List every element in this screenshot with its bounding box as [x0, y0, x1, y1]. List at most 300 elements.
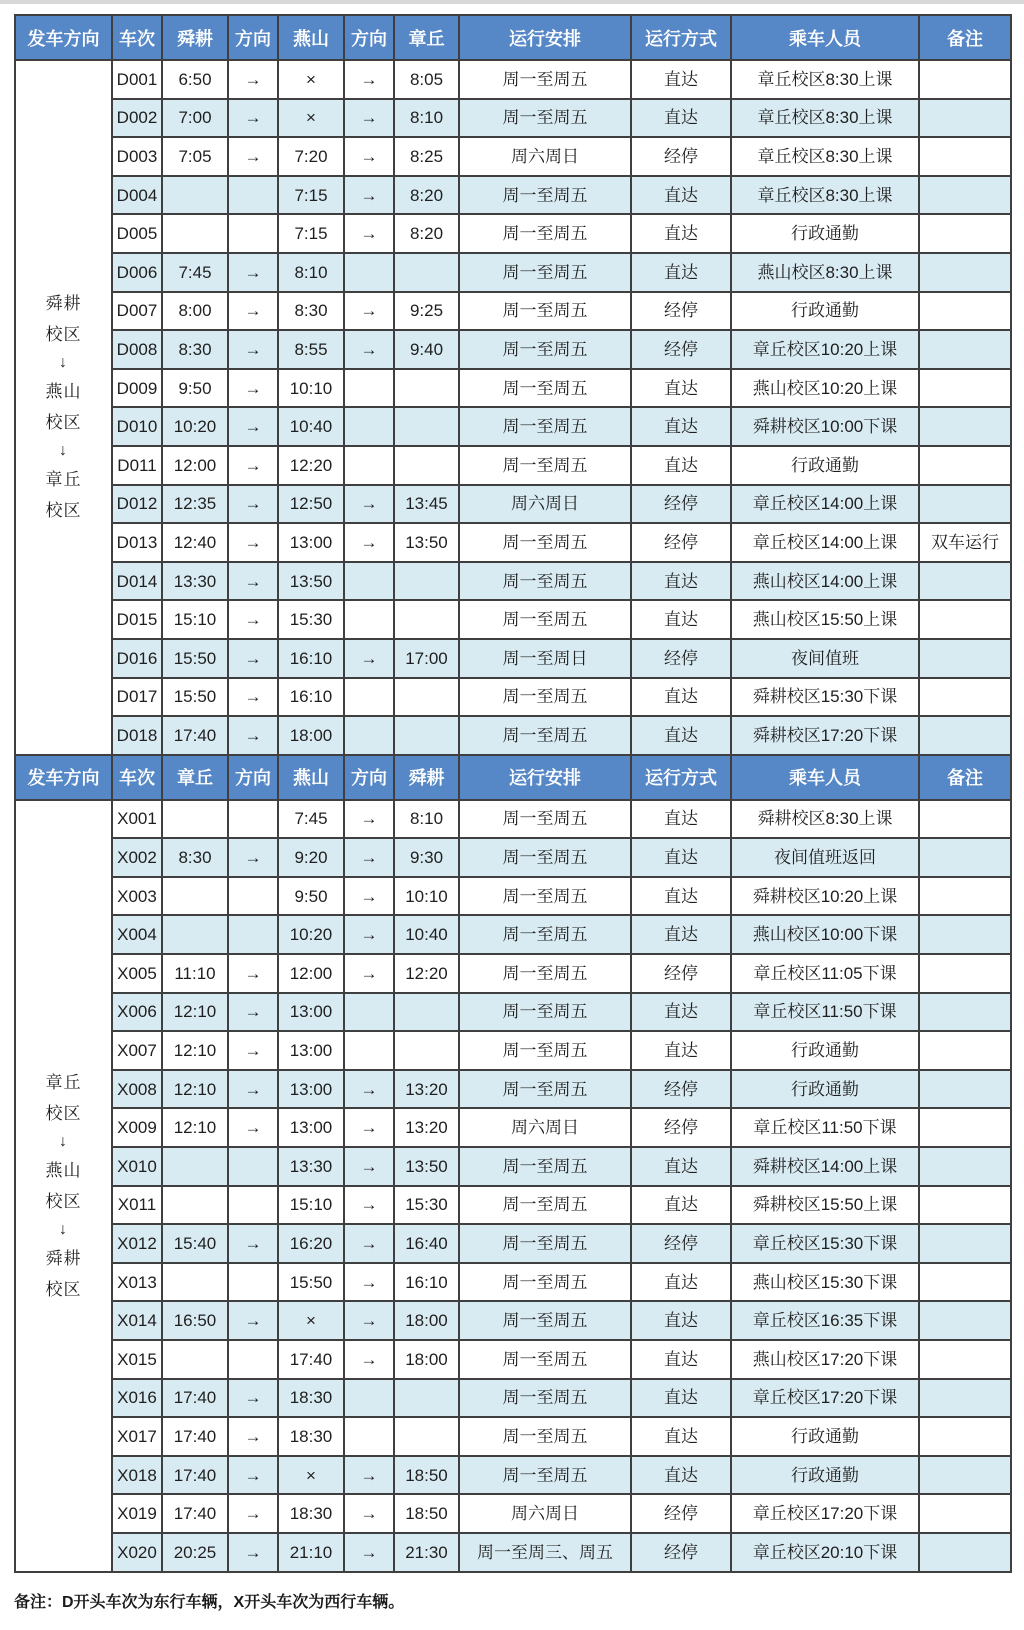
schedule-cell: 周六周日: [459, 1108, 631, 1147]
schedule-cell: 周一至周五: [459, 1070, 631, 1109]
arrow-2-cell: →: [344, 176, 394, 215]
time-2-cell: 7:20: [278, 137, 344, 176]
mode-cell: 直达: [631, 838, 731, 877]
passengers-cell: 燕山校区15:50上课: [731, 600, 919, 639]
down-arrow-icon: ↓: [59, 1220, 68, 1238]
arrow-2-cell: →: [344, 214, 394, 253]
arrow-2-cell: →: [344, 838, 394, 877]
arrow-2-cell: [344, 1031, 394, 1070]
schedule-cell: 周一至周五: [459, 523, 631, 562]
passengers-cell: 行政通勤: [731, 1031, 919, 1070]
mode-cell: 经停: [631, 292, 731, 331]
table-row: [15, 1186, 1011, 1225]
trip-id-cell: X015: [112, 1340, 162, 1379]
table-row: [15, 407, 1011, 446]
schedule-cell: 周一至周五: [459, 915, 631, 954]
schedule-cell: 周六周日: [459, 485, 631, 524]
passengers-cell: 舜耕校区14:00上课: [731, 1147, 919, 1186]
time-2-cell: 8:30: [278, 292, 344, 331]
mode-cell: 经停: [631, 1494, 731, 1533]
time-1-cell: 11:10: [162, 954, 228, 993]
arrow-1-cell: [228, 1147, 278, 1186]
mode-cell: 直达: [631, 60, 731, 99]
time-2-cell: ×: [278, 1301, 344, 1340]
table-row: [15, 292, 1011, 331]
arrow-1-cell: →: [228, 954, 278, 993]
time-3-cell: 16:40: [394, 1224, 459, 1263]
passengers-cell: 舜耕校区15:50上课: [731, 1186, 919, 1225]
trip-id-cell: X011: [112, 1186, 162, 1225]
arrow-1-cell: →: [228, 1417, 278, 1456]
column-header: 发车方向: [15, 755, 112, 800]
table-row: [15, 1379, 1011, 1418]
mode-cell: 直达: [631, 407, 731, 446]
mode-cell: 直达: [631, 1340, 731, 1379]
schedule-cell: 周一至周五: [459, 600, 631, 639]
passengers-cell: 章丘校区16:35下课: [731, 1301, 919, 1340]
note-cell: [919, 1263, 1011, 1302]
time-3-cell: [394, 1379, 459, 1418]
arrow-2-cell: →: [344, 915, 394, 954]
table-row: [15, 954, 1011, 993]
trip-id-cell: D015: [112, 600, 162, 639]
trip-id-cell: X016: [112, 1379, 162, 1418]
down-arrow-icon: ↓: [59, 1132, 68, 1150]
trip-id-cell: X002: [112, 838, 162, 877]
time-1-cell: [162, 214, 228, 253]
arrow-2-cell: →: [344, 292, 394, 331]
note-cell: [919, 1417, 1011, 1456]
time-3-cell: 8:20: [394, 176, 459, 215]
time-2-cell: 10:40: [278, 407, 344, 446]
table-row: [15, 446, 1011, 485]
time-1-cell: [162, 800, 228, 839]
arrow-1-cell: →: [228, 485, 278, 524]
passengers-cell: 章丘校区8:30上课: [731, 137, 919, 176]
note-cell: [919, 330, 1011, 369]
time-3-cell: [394, 562, 459, 601]
time-2-cell: 15:30: [278, 600, 344, 639]
time-2-cell: 7:45: [278, 800, 344, 839]
time-2-cell: 13:00: [278, 1031, 344, 1070]
note-cell: [919, 1108, 1011, 1147]
time-2-cell: 10:10: [278, 369, 344, 408]
arrow-2-cell: →: [344, 1340, 394, 1379]
trip-id-cell: D007: [112, 292, 162, 331]
direction-line: 校区: [45, 325, 82, 345]
time-3-cell: 9:30: [394, 838, 459, 877]
schedule-cell: 周一至周五: [459, 1379, 631, 1418]
table-row: [15, 137, 1011, 176]
mode-cell: 直达: [631, 369, 731, 408]
table-row: [15, 678, 1011, 717]
passengers-cell: 行政通勤: [731, 1456, 919, 1495]
time-3-cell: [394, 369, 459, 408]
schedule-cell: 周一至周三、周五: [459, 1533, 631, 1572]
arrow-2-cell: →: [344, 800, 394, 839]
arrow-2-cell: →: [344, 1263, 394, 1302]
table-row: [15, 1456, 1011, 1495]
passengers-cell: 章丘校区17:20下课: [731, 1494, 919, 1533]
passengers-cell: 舜耕校区17:20下课: [731, 716, 919, 755]
arrow-2-cell: [344, 993, 394, 1032]
mode-cell: 经停: [631, 137, 731, 176]
arrow-1-cell: →: [228, 60, 278, 99]
passengers-cell: 章丘校区8:30上课: [731, 99, 919, 138]
passengers-cell: 章丘校区15:30下课: [731, 1224, 919, 1263]
arrow-2-cell: →: [344, 639, 394, 678]
mode-cell: 经停: [631, 1070, 731, 1109]
mode-cell: 直达: [631, 1263, 731, 1302]
arrow-2-cell: [344, 1417, 394, 1456]
table-row: [15, 838, 1011, 877]
passengers-cell: 章丘校区11:50下课: [731, 993, 919, 1032]
mode-cell: 直达: [631, 562, 731, 601]
table-row: [15, 600, 1011, 639]
time-1-cell: 8:30: [162, 838, 228, 877]
trip-id-cell: D006: [112, 253, 162, 292]
arrow-1-cell: [228, 1263, 278, 1302]
time-1-cell: 15:50: [162, 678, 228, 717]
note-cell: [919, 678, 1011, 717]
arrow-2-cell: →: [344, 523, 394, 562]
time-1-cell: 10:20: [162, 407, 228, 446]
column-header: 发车方向: [15, 15, 112, 60]
trip-id-cell: X008: [112, 1070, 162, 1109]
time-2-cell: 7:15: [278, 214, 344, 253]
table-row: [15, 877, 1011, 916]
trip-id-cell: D018: [112, 716, 162, 755]
arrow-2-cell: →: [344, 99, 394, 138]
time-2-cell: ×: [278, 60, 344, 99]
passengers-cell: 行政通勤: [731, 446, 919, 485]
column-header: 备注: [919, 15, 1011, 60]
time-1-cell: 8:00: [162, 292, 228, 331]
column-header: 运行方式: [631, 15, 731, 60]
trip-id-cell: X007: [112, 1031, 162, 1070]
arrow-2-cell: →: [344, 330, 394, 369]
arrow-2-cell: →: [344, 1301, 394, 1340]
mode-cell: 直达: [631, 1379, 731, 1418]
trip-id-cell: D011: [112, 446, 162, 485]
time-3-cell: 13:50: [394, 1147, 459, 1186]
arrow-1-cell: →: [228, 600, 278, 639]
column-header: 运行方式: [631, 755, 731, 800]
arrow-1-cell: →: [228, 446, 278, 485]
arrow-1-cell: →: [228, 292, 278, 331]
time-1-cell: 17:40: [162, 1494, 228, 1533]
note-cell: [919, 407, 1011, 446]
column-header: 乘车人员: [731, 755, 919, 800]
schedule-cell: 周一至周五: [459, 330, 631, 369]
passengers-cell: 行政通勤: [731, 1070, 919, 1109]
mode-cell: 直达: [631, 716, 731, 755]
trip-id-cell: X001: [112, 800, 162, 839]
time-1-cell: [162, 1147, 228, 1186]
arrow-2-cell: [344, 562, 394, 601]
passengers-cell: 行政通勤: [731, 1417, 919, 1456]
column-header: 燕山: [278, 755, 344, 800]
table-row: [15, 716, 1011, 755]
passengers-cell: 燕山校区10:20上课: [731, 369, 919, 408]
time-2-cell: 13:50: [278, 562, 344, 601]
arrow-2-cell: [344, 678, 394, 717]
note-cell: [919, 214, 1011, 253]
arrow-1-cell: →: [228, 678, 278, 717]
note-cell: [919, 915, 1011, 954]
note-cell: [919, 1070, 1011, 1109]
passengers-cell: 章丘校区17:20下课: [731, 1379, 919, 1418]
time-1-cell: 6:50: [162, 60, 228, 99]
passengers-cell: 夜间值班返回: [731, 838, 919, 877]
column-header: 备注: [919, 755, 1011, 800]
time-3-cell: [394, 716, 459, 755]
time-3-cell: 10:40: [394, 915, 459, 954]
passengers-cell: 行政通勤: [731, 214, 919, 253]
arrow-1-cell: →: [228, 1224, 278, 1263]
time-2-cell: 8:55: [278, 330, 344, 369]
arrow-1-cell: →: [228, 1379, 278, 1418]
schedule-cell: 周一至周五: [459, 800, 631, 839]
passengers-cell: 燕山校区15:30下课: [731, 1263, 919, 1302]
arrow-2-cell: →: [344, 1224, 394, 1263]
time-2-cell: 17:40: [278, 1340, 344, 1379]
schedule-cell: 周一至周五: [459, 99, 631, 138]
schedule-cell: 周一至周五: [459, 1186, 631, 1225]
time-1-cell: 13:30: [162, 562, 228, 601]
time-3-cell: 16:10: [394, 1263, 459, 1302]
time-2-cell: 13:00: [278, 523, 344, 562]
arrow-1-cell: →: [228, 523, 278, 562]
time-3-cell: 13:20: [394, 1070, 459, 1109]
schedule-cell: 周一至周五: [459, 716, 631, 755]
table-row: [15, 1417, 1011, 1456]
arrow-2-cell: [344, 369, 394, 408]
time-1-cell: 15:40: [162, 1224, 228, 1263]
time-1-cell: [162, 915, 228, 954]
time-1-cell: [162, 176, 228, 215]
arrow-2-cell: →: [344, 1533, 394, 1572]
schedule-cell: 周一至周五: [459, 253, 631, 292]
mode-cell: 经停: [631, 1108, 731, 1147]
schedule-cell: 周一至周五: [459, 562, 631, 601]
time-2-cell: 9:20: [278, 838, 344, 877]
schedule-cell: 周一至周五: [459, 1340, 631, 1379]
direction-line: 校区: [45, 501, 82, 521]
table-row: [15, 1494, 1011, 1533]
arrow-2-cell: [344, 446, 394, 485]
table-row: [15, 523, 1011, 562]
note-cell: [919, 176, 1011, 215]
time-1-cell: 16:50: [162, 1301, 228, 1340]
arrow-2-cell: →: [344, 137, 394, 176]
time-3-cell: [394, 678, 459, 717]
table-row: [15, 214, 1011, 253]
note-cell: [919, 877, 1011, 916]
note-cell: [919, 99, 1011, 138]
arrow-2-cell: →: [344, 485, 394, 524]
arrow-1-cell: →: [228, 1533, 278, 1572]
down-arrow-icon: ↓: [59, 354, 68, 372]
time-2-cell: 7:15: [278, 176, 344, 215]
arrow-1-cell: →: [228, 1494, 278, 1533]
table-row: [15, 1533, 1011, 1572]
arrow-1-cell: →: [228, 639, 278, 678]
note-cell: [919, 1301, 1011, 1340]
trip-id-cell: X012: [112, 1224, 162, 1263]
time-1-cell: 12:10: [162, 1031, 228, 1070]
trip-id-cell: X019: [112, 1494, 162, 1533]
schedule-cell: 周一至周日: [459, 639, 631, 678]
mode-cell: 直达: [631, 1186, 731, 1225]
time-3-cell: 9:40: [394, 330, 459, 369]
time-3-cell: 17:00: [394, 639, 459, 678]
note-cell: [919, 1533, 1011, 1572]
column-header: 方向: [228, 15, 278, 60]
trip-id-cell: X006: [112, 993, 162, 1032]
note-cell: [919, 60, 1011, 99]
schedule-cell: 周六周日: [459, 137, 631, 176]
arrow-1-cell: →: [228, 253, 278, 292]
mode-cell: 经停: [631, 639, 731, 678]
table-row: [15, 562, 1011, 601]
time-3-cell: 8:05: [394, 60, 459, 99]
time-3-cell: 18:00: [394, 1301, 459, 1340]
schedule-cell: 周一至周五: [459, 1417, 631, 1456]
column-header: 方向: [228, 755, 278, 800]
time-3-cell: 13:50: [394, 523, 459, 562]
time-2-cell: 18:30: [278, 1494, 344, 1533]
time-1-cell: 7:45: [162, 253, 228, 292]
time-1-cell: [162, 1186, 228, 1225]
schedule-cell: 周一至周五: [459, 407, 631, 446]
arrow-1-cell: →: [228, 562, 278, 601]
trip-id-cell: D017: [112, 678, 162, 717]
arrow-2-cell: →: [344, 1494, 394, 1533]
time-3-cell: 8:10: [394, 800, 459, 839]
note-cell: [919, 1494, 1011, 1533]
table-row: [15, 1070, 1011, 1109]
time-1-cell: 7:05: [162, 137, 228, 176]
time-2-cell: 8:10: [278, 253, 344, 292]
time-2-cell: 16:10: [278, 678, 344, 717]
mode-cell: 直达: [631, 99, 731, 138]
arrow-1-cell: [228, 214, 278, 253]
mode-cell: 直达: [631, 1301, 731, 1340]
schedule-cell: 周一至周五: [459, 1301, 631, 1340]
arrow-2-cell: →: [344, 954, 394, 993]
column-header: 车次: [112, 755, 162, 800]
time-2-cell: 12:50: [278, 485, 344, 524]
arrow-1-cell: →: [228, 407, 278, 446]
passengers-cell: 行政通勤: [731, 292, 919, 331]
schedule-cell: 周一至周五: [459, 1224, 631, 1263]
mode-cell: 直达: [631, 446, 731, 485]
table-row: [15, 1301, 1011, 1340]
column-header: 运行安排: [459, 15, 631, 60]
arrow-1-cell: →: [228, 137, 278, 176]
mode-cell: 直达: [631, 1147, 731, 1186]
direction-line: 校区: [45, 1191, 82, 1211]
arrow-2-cell: →: [344, 877, 394, 916]
header-row: [15, 755, 1011, 800]
table-row: [15, 1031, 1011, 1070]
direction-line: 章丘: [45, 470, 82, 490]
time-2-cell: 12:20: [278, 446, 344, 485]
arrow-1-cell: [228, 1186, 278, 1225]
time-3-cell: 21:30: [394, 1533, 459, 1572]
schedule-cell: 周一至周五: [459, 1456, 631, 1495]
time-2-cell: 13:00: [278, 1108, 344, 1147]
time-2-cell: 13:00: [278, 993, 344, 1032]
time-2-cell: 13:30: [278, 1147, 344, 1186]
trip-id-cell: X014: [112, 1301, 162, 1340]
schedule-cell: 周一至周五: [459, 369, 631, 408]
passengers-cell: 章丘校区8:30上课: [731, 176, 919, 215]
note-cell: [919, 1379, 1011, 1418]
direction-cell: [15, 800, 112, 1572]
arrow-2-cell: [344, 407, 394, 446]
table-row: [15, 1263, 1011, 1302]
time-2-cell: 12:00: [278, 954, 344, 993]
schedule-cell: 周一至周五: [459, 838, 631, 877]
table-row: [15, 176, 1011, 215]
table-row: [15, 639, 1011, 678]
time-1-cell: 17:40: [162, 1379, 228, 1418]
schedule-cell: 周一至周五: [459, 176, 631, 215]
arrow-2-cell: [344, 253, 394, 292]
table-row: [15, 800, 1011, 839]
note-cell: [919, 369, 1011, 408]
arrow-1-cell: →: [228, 1108, 278, 1147]
passengers-cell: 燕山校区17:20下课: [731, 1340, 919, 1379]
schedule-cell: 周一至周五: [459, 954, 631, 993]
passengers-cell: 燕山校区14:00上课: [731, 562, 919, 601]
note-cell: [919, 1147, 1011, 1186]
trip-id-cell: X005: [112, 954, 162, 993]
time-1-cell: [162, 1340, 228, 1379]
time-2-cell: ×: [278, 99, 344, 138]
time-1-cell: [162, 877, 228, 916]
arrow-1-cell: →: [228, 716, 278, 755]
mode-cell: 经停: [631, 1224, 731, 1263]
trip-id-cell: D008: [112, 330, 162, 369]
trip-id-cell: X020: [112, 1533, 162, 1572]
table-row: [15, 1108, 1011, 1147]
time-2-cell: 16:20: [278, 1224, 344, 1263]
column-header: 车次: [112, 15, 162, 60]
campus-shuttle-timetable: [14, 14, 1012, 1573]
trip-id-cell: D010: [112, 407, 162, 446]
time-3-cell: 13:20: [394, 1108, 459, 1147]
time-3-cell: [394, 600, 459, 639]
column-header: 乘车人员: [731, 15, 919, 60]
time-2-cell: 18:30: [278, 1379, 344, 1418]
time-2-cell: 21:10: [278, 1533, 344, 1572]
schedule-cell: 周一至周五: [459, 446, 631, 485]
top-edge-strip: [0, 0, 1024, 4]
time-3-cell: [394, 1031, 459, 1070]
mode-cell: 直达: [631, 915, 731, 954]
mode-cell: 直达: [631, 214, 731, 253]
trip-id-cell: D004: [112, 176, 162, 215]
time-1-cell: 15:10: [162, 600, 228, 639]
trip-id-cell: D001: [112, 60, 162, 99]
time-1-cell: 17:40: [162, 1456, 228, 1495]
mode-cell: 直达: [631, 800, 731, 839]
table-row: [15, 369, 1011, 408]
time-3-cell: 8:20: [394, 214, 459, 253]
